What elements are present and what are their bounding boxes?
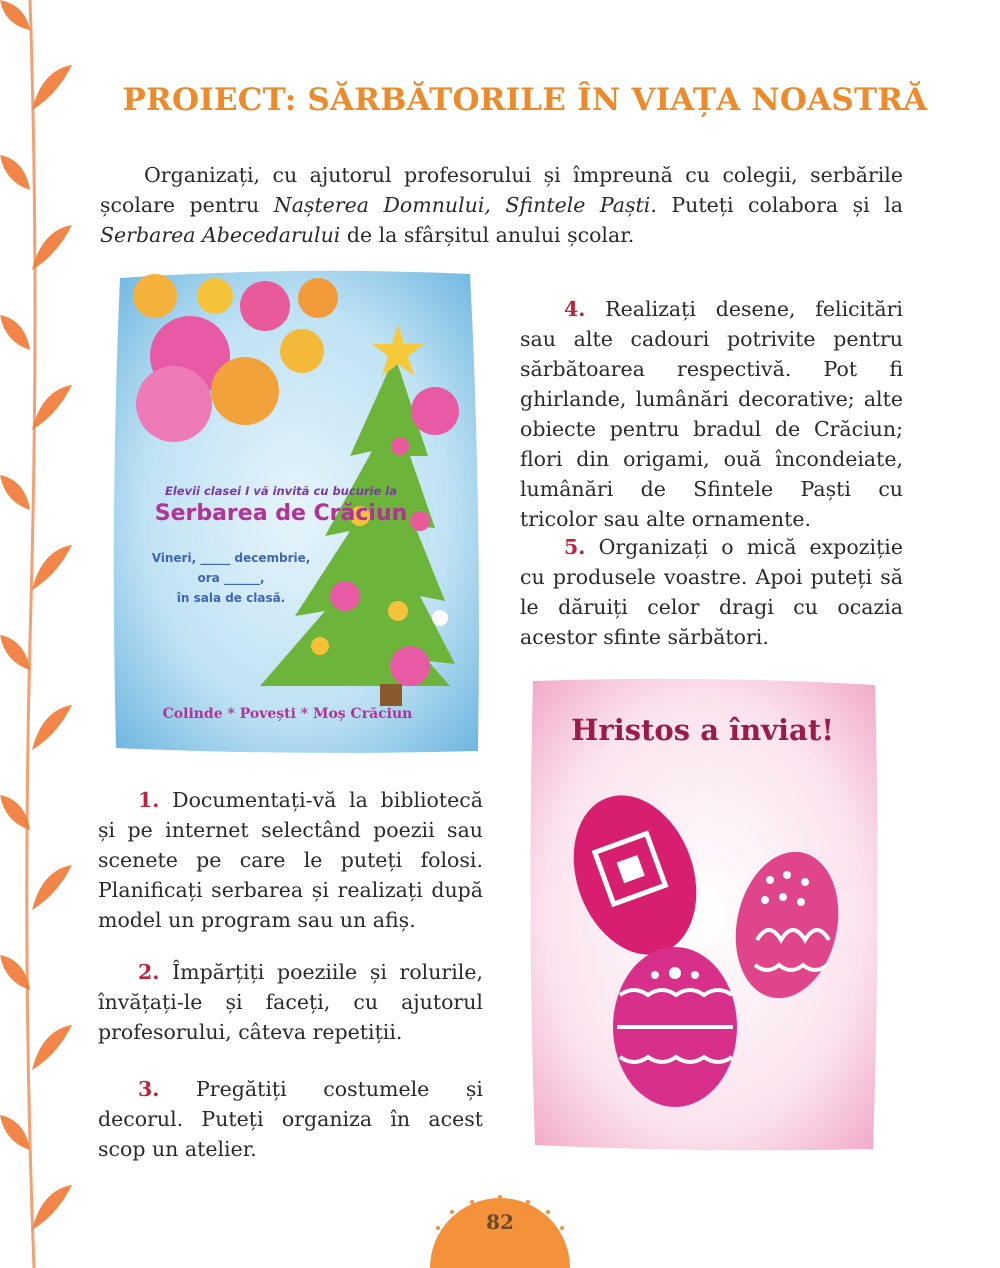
poster-details (136, 548, 326, 608)
poster-detail-time: ora ______, (197, 571, 265, 585)
page-title: PROIECT: SĂRBĂTORILE ÎN VIAȚA NOASTRĂ (122, 82, 928, 118)
poster-footer: Colinde * Povești * Moș Crăciun (162, 706, 413, 722)
easter-greeting: Hristos a înviat! (571, 713, 834, 747)
step-4: 4. Realizați desene, felicitări sau alte cadouri potrivite pentru sărbătoarea respectivă. Pot fi ghirlande, lumânări decorative; alte obiecte pentru bradul de Crăciun; flori din origami, ouă încondeiate, lumânări de Sfintele Paști cu tricolor sau alte ornamente. (520, 297, 903, 531)
step-5: 5. Organizați o mică expoziție cu produsele voastre. Apoi puteți să le dăruiți celor dragi cu ocazia acestor sfinte sărbători. (520, 535, 903, 649)
poster-detail-date: Vineri, _____ decembrie, (151, 551, 311, 565)
step-number: 5. (564, 535, 586, 559)
intro-paragraph: Organizați, cu ajutorul profesorului și împreună cu colegii, serbările școlare pentru Nașterea Domnului, Sfintele Paști. Puteți colabora și la Serbarea Abecedarului de la sfârșitul anului școlar. (100, 163, 903, 247)
step-number: 4. (564, 297, 586, 321)
easter-card (525, 675, 880, 1153)
step-1: 1. Documentați-vă la bibliotecă și pe internet selectând poezii sau scenete pe care le puteți folosi. Planificați serbarea și realizați după model un program sau un afiș. (98, 788, 483, 932)
christmas-poster (110, 266, 490, 756)
page-number: 82 (486, 1210, 514, 1234)
step-2: 2. Împărțiți poeziile și rolurile, învățați-le și faceți, cu ajutorul profesorului, câteva repetiții. (98, 960, 483, 1044)
step-number: 1. (138, 788, 160, 812)
poster-invite-line: Elevii clasei I vă invită cu bucurie la (164, 484, 397, 498)
step-number: 2. (138, 960, 160, 984)
decorative-vine (0, 0, 80, 1268)
poster-invitation (110, 484, 452, 526)
poster-detail-place: în sala de clasă. (176, 591, 286, 605)
step-number: 3. (138, 1077, 160, 1101)
step-3: 3. Pregătiți costumele și decorul. Puteți organiza în acest scop un atelier. (98, 1077, 483, 1161)
poster-event-title: Serbarea de Crăciun (154, 501, 408, 526)
